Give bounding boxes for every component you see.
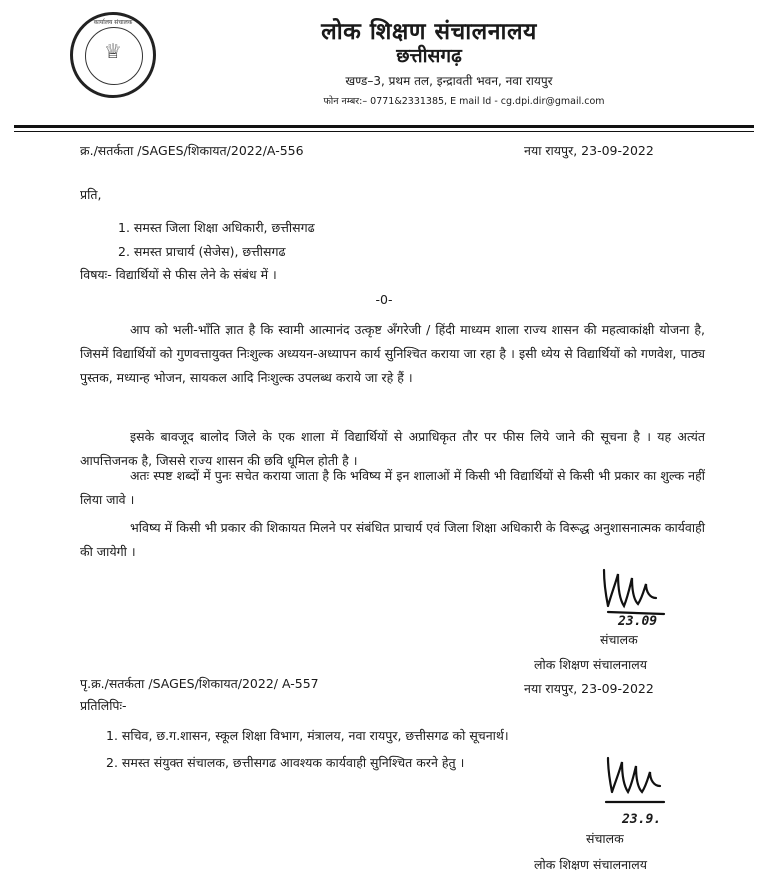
reference-number: क्र./सतर्कता /SAGES/शिकायत/2022/A-556 xyxy=(80,143,304,158)
body-paragraph-3: अतः स्पष्ट शब्दों में पुनः सचेत कराया जाता है कि भविष्य में इन शालाओं में किसी भी विद्यार्थियों से किसी भी प्रकार का शुल्क नहीं लिया जावे । xyxy=(80,468,705,507)
subject-line: विषयः- विद्यार्थियों से फीस लेने के संबंध में । xyxy=(80,267,277,282)
copy-recipient-1: 1. सचिव, छ.ग.शासन, स्कूल शिक्षा विभाग, मंत्रालय, नवा रायपुर, छत्तीसगढ को सूचनार्थ। xyxy=(106,728,509,743)
body-paragraph-4: भविष्य में किसी भी प्रकार की शिकायत मिलने पर संबंधित प्राचार्य एवं जिला शिक्षा अधिकारी के विरूद्ध अनुशासनात्मक कार्यवाही की जायेगी । xyxy=(80,520,705,559)
emblem-icon: ♕ xyxy=(104,39,122,63)
salutation: प्रति, xyxy=(80,187,102,202)
header-divider xyxy=(14,125,754,128)
signature-endorsement xyxy=(598,752,670,812)
endorsement-signature-date: 23.9. xyxy=(622,812,662,827)
letter-date: नया रायपुर, 23-09-2022 xyxy=(524,143,654,158)
header-divider-thin xyxy=(14,131,754,132)
copy-label: प्रतिलिपिः- xyxy=(80,698,127,713)
endorsement-office-name: लोक शिक्षण संचालनालय xyxy=(534,857,647,872)
endorsement-designation: संचालक xyxy=(586,831,624,846)
office-name: लोक शिक्षण संचालनालय xyxy=(534,657,647,672)
recipient-1: 1. समस्त जिला शिक्षा अधिकारी, छत्तीसगढ xyxy=(118,220,315,235)
office-title: लोक शिक्षण संचालनालय xyxy=(321,19,537,45)
recipient-2: 2. समस्त प्राचार्य (सेजेस), छत्तीसगढ xyxy=(118,244,286,259)
seal-text: कार्यालय संचालक xyxy=(93,19,133,26)
designation: संचालक xyxy=(600,632,638,647)
state-name: छत्तीसगढ़ xyxy=(396,45,462,67)
signature-date: 23.09 xyxy=(618,614,658,629)
endorsement-reference: पृ.क्र./सतर्कता /SAGES/शिकायत/2022/ A-557 xyxy=(80,676,319,691)
office-address: खण्ड–3, प्रथम तल, इन्द्रावती भवन, नवा रायपुर xyxy=(345,74,553,88)
body-paragraph-1: आप को भली-भाँति ज्ञात है कि स्वामी आत्मानंद उत्कृष्ट अँगरेजी / हिंदी माध्यम शाला राज्य शासन की महत्वाकांक्षी योजना है, जिसमें विद्यार्थियों को गुणवत्तायुक्त निःशुल्क अध्ययन-अध्यापन कार्य सुनिश्चित कराया जा रहा है । इसी ध्येय से विद्यार्थियों को गणवेश, पाठ्य पुस्तक, मध्यान्ह भोजन, सायकल आदि निःशुल्क उपलब्ध कराये जा रहे हैं । xyxy=(80,322,705,385)
copy-recipient-2: 2. समस्त संयुक्त संचालक, छत्तीसगढ आवश्यक कार्यवाही सुनिश्चित करने हेतु । xyxy=(106,755,465,770)
signature xyxy=(598,562,670,622)
endorsement-date: नया रायपुर, 23-09-2022 xyxy=(524,681,654,696)
office-contact: फोन नम्बर:– 0771&2331385, E mail Id - cg.dpi.dir@gmail.com xyxy=(323,96,605,107)
separator: -0- xyxy=(375,292,393,307)
body-paragraph-2: इसके बावजूद बालोद जिले के एक शाला में विद्यार्थियों से अप्राधिकृत तौर पर फीस लिये जाने की सूचना है । यह अत्यंत आपत्तिजनक है, जिससे राज्य शासन की छवि धूमिल होती है । xyxy=(80,429,705,468)
